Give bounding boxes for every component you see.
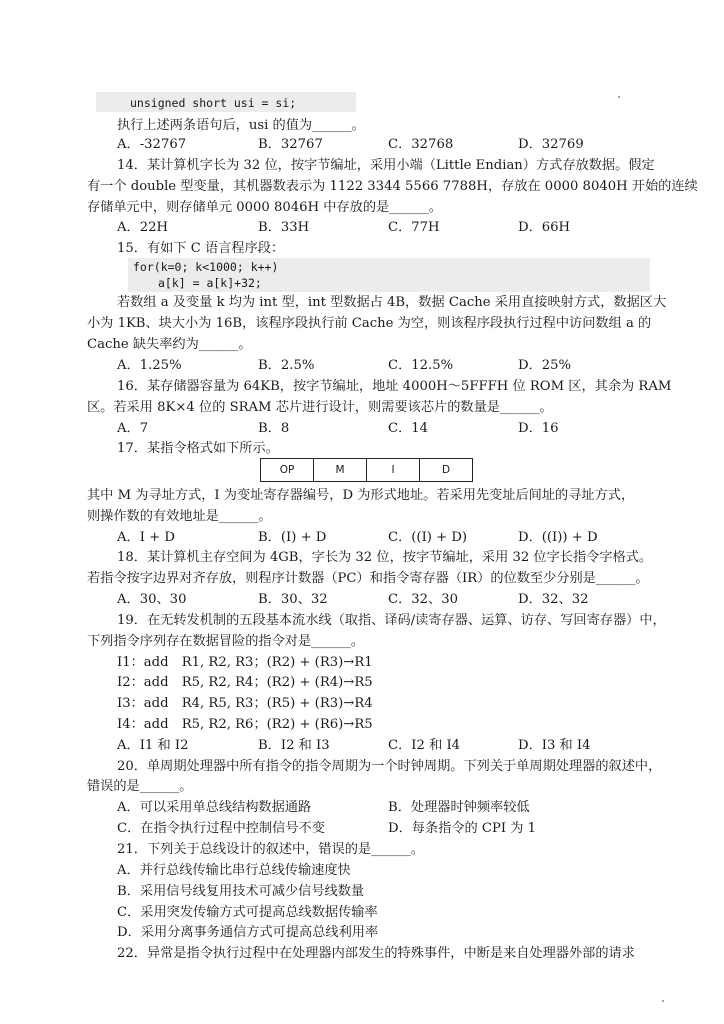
q14-option-c: C．77H: [388, 220, 440, 235]
q19-option-c: C．I2 和 I4: [388, 738, 461, 753]
q19-option-d: D．I3 和 I4: [518, 738, 591, 753]
code-line: a[k] = a[k]+32;: [158, 276, 262, 290]
instruction-line: I1：add R1, R2, R3；(R2) + (R3)→R1: [117, 655, 373, 670]
q13-option-c: C．32768: [388, 137, 454, 152]
question-17-line: 则操作数的有效地址是______。: [87, 509, 272, 524]
instruction-line: I4：add R5, R2, R6；(R2) + (R6)→R5: [117, 717, 373, 732]
instruction-line: I3：add R4, R5, R3；(R5) + (R3)→R4: [117, 696, 373, 711]
q15-option-c: C．12.5%: [388, 358, 454, 373]
question-21-stem: 21．下列关于总线设计的叙述中，错误的是______。: [117, 842, 424, 857]
q15-option-b: B．2.5%: [258, 358, 315, 373]
question-15-line: 若数组 a 及变量 k 均为 int 型，int 型数据占 4B，数据 Cache 采用直接映射方式，数据区大: [117, 295, 667, 310]
question-19-line: 下列指令序列存在数据冒险的指令对是______。: [87, 634, 364, 649]
q17-option-c: C．((I) + D): [388, 530, 468, 545]
q18-option-b: B．30、32: [258, 592, 328, 607]
q21-option-a: A．并行总线传输比串行总线传输速度快: [117, 863, 351, 878]
question-20-line: 20．单周期处理器中所有指令的指令周期为一个时钟周期。下列关于单周期处理器的叙述中，: [117, 759, 662, 774]
scan-speck: [662, 1000, 664, 1002]
question-14-line: 有一个 double 型变量，其机器数表示为 1122 3344 5566 7788H，存放在 0000 8040H 开始的连续: [87, 179, 698, 194]
q20-option-d: D．每条指令的 CPI 为 1: [388, 821, 537, 836]
q21-option-d: D．采用分离事务通信方式可提高总线利用率: [117, 925, 379, 940]
question-13-stem: 执行上述两条语句后，usi 的值为______。: [117, 118, 365, 133]
q18-option-a: A．30、30: [117, 592, 187, 607]
q16-option-d: D．16: [518, 421, 559, 436]
question-16-line: 区。若采用 8K×4 位的 SRAM 芯片进行设计，则需要该芯片的数量是______。: [87, 400, 553, 415]
question-16-line: 16．某存储器容量为 64KB，按字节编址，地址 4000H～5FFFH 位 ROM 区，其余为 RAM: [117, 379, 672, 394]
format-field-d: D: [420, 459, 473, 482]
question-18-line: 若指令按字边界对齐存放，则程序计数器（PC）和指令寄存器（IR）的位数至少分别是______。: [87, 571, 649, 586]
q20-option-b: B．处理器时钟频率较低: [388, 800, 530, 815]
q18-option-c: C．32、30: [388, 592, 459, 607]
question-17-line: 其中 M 为寻址方式，I 为变址寄存器编号，D 为形式地址。若采用先变址后间址的寻址方式，: [87, 488, 635, 503]
q20-option-a: A．可以采用单总线结构数据通路: [117, 800, 312, 815]
q17-option-d: D．((I)) + D: [518, 530, 598, 545]
question-15-intro: 15．有如下 C 语言程序段：: [117, 241, 285, 256]
q13-option-a: A．-32767: [117, 137, 187, 152]
instruction-format-table: [260, 458, 473, 482]
q14-option-b: B．33H: [258, 220, 310, 235]
code-line: for(k=0; k<1000; k++): [133, 260, 279, 274]
scan-speck: [618, 96, 620, 98]
q13-option-d: D．32769: [518, 137, 584, 152]
q20-option-c: C．在指令执行过程中控制信号不变: [117, 821, 325, 836]
question-18-line: 18．某计算机主存空间为 4GB，字长为 32 位，按字节编址，采用 32 位字长指令字格式。: [117, 550, 653, 565]
question-15-line: Cache 缺失率约为______。: [87, 337, 252, 352]
instruction-line: I2：add R5, R2, R4；(R2) + (R4)→R5: [117, 675, 373, 690]
question-17-intro: 17．某指令格式如下所示。: [117, 441, 279, 456]
q16-option-a: A．7: [117, 421, 149, 436]
question-22-line: 22．异常是指令执行过程中在处理器内部发生的特殊事件，中断是来自处理器外部的请求: [117, 946, 635, 961]
q19-option-b: B．I2 和 I3: [258, 738, 330, 753]
q14-option-a: A．22H: [117, 220, 168, 235]
q15-option-a: A．1.25%: [117, 358, 182, 373]
q17-option-b: B．(I) + D: [258, 530, 327, 545]
question-15-line: 小为 1KB、块大小为 16B，该程序段执行前 Cache 为空，则该程序段执行过程中访问数组 a 的: [87, 316, 652, 331]
q15-option-d: D．25%: [518, 358, 572, 373]
question-14-line: 14．某计算机字长为 32 位，按字节编址，采用小端（Little Endian）方式存放数据。假定: [117, 158, 655, 173]
q13-option-b: B．32767: [258, 137, 323, 152]
q18-option-d: D．32、32: [518, 592, 589, 607]
q21-option-c: C．采用突发传输方式可提高总线数据传输率: [117, 905, 378, 920]
question-14-line: 存储单元中，则存储单元 0000 8046H 中存放的是______。: [87, 200, 442, 215]
q16-option-b: B．8: [258, 421, 290, 436]
q17-option-a: A．I + D: [117, 530, 175, 545]
q19-option-a: A．I1 和 I2: [117, 738, 189, 753]
format-field-i: I: [367, 459, 420, 482]
code-line: unsigned short usi = si;: [130, 96, 297, 110]
q14-option-d: D．66H: [518, 220, 571, 235]
format-field-op: OP: [261, 459, 314, 482]
question-19-line: 19．在无转发机制的五段基本流水线（取指、译码/读寄存器、运算、访存、写回寄存器）中，: [117, 613, 666, 628]
q21-option-b: B．采用信号线复用技术可减少信号线数量: [117, 884, 365, 899]
format-field-m: M: [314, 459, 367, 482]
question-20-line: 错误的是______。: [87, 779, 193, 794]
q16-option-c: C．14: [388, 421, 429, 436]
